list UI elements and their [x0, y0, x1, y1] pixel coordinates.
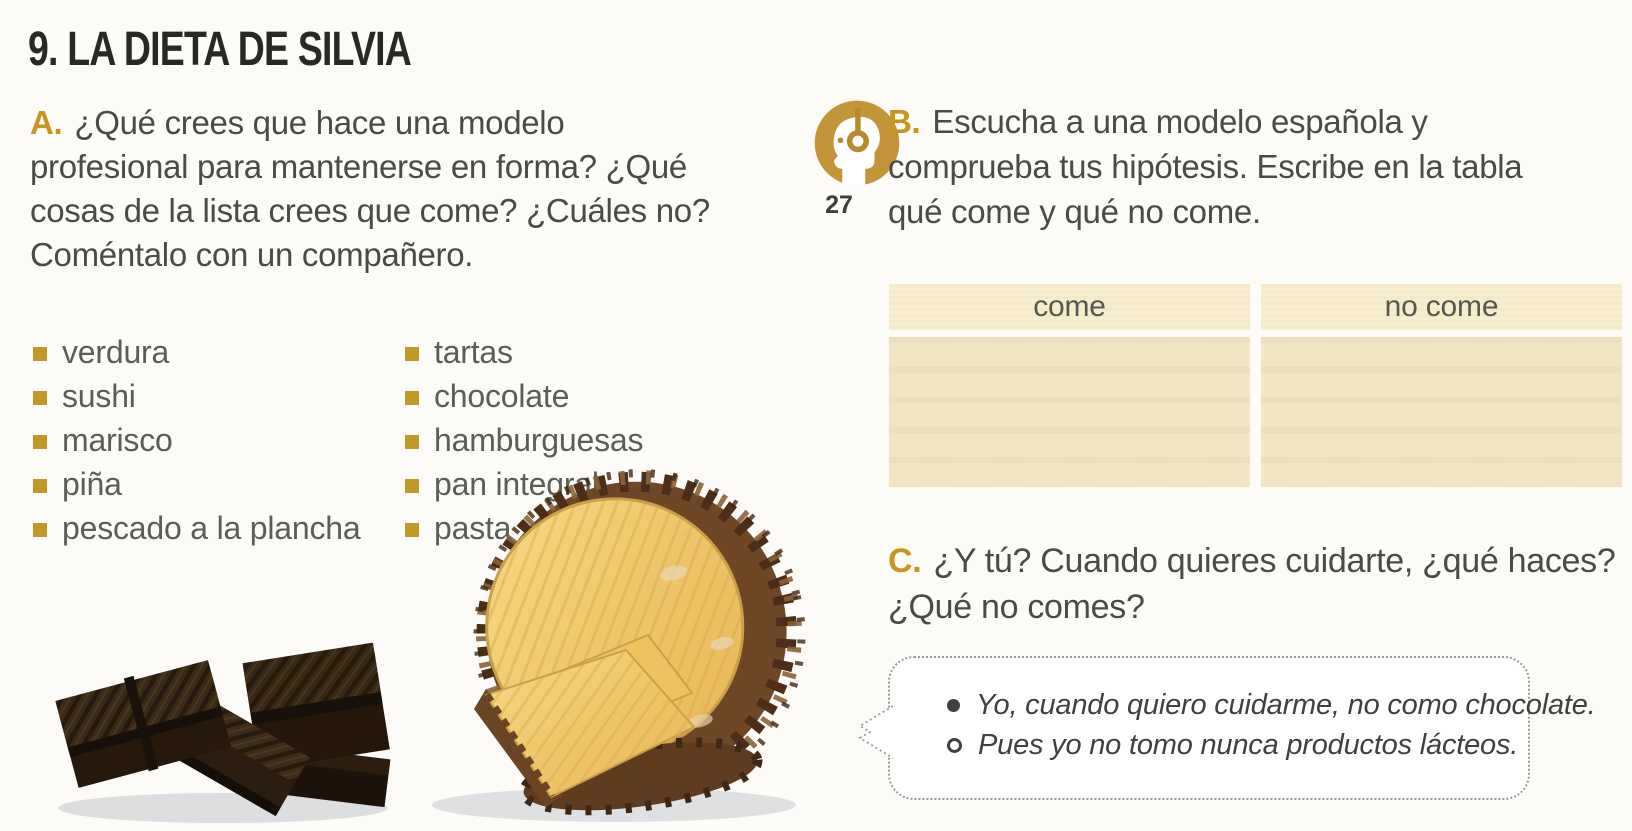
food-label: chocolate — [434, 377, 570, 414]
bubble-line — [947, 725, 1519, 765]
table-header-come: come — [889, 284, 1250, 330]
food-label: sushi — [62, 377, 136, 414]
bubble-text: Yo, cuando quiero cuidarme, no como chocolate. — [976, 688, 1596, 721]
section-a-label: A. — [30, 104, 63, 141]
section-b-line: qué come y qué no come. — [888, 193, 1261, 230]
square-bullet-icon — [405, 391, 419, 405]
section-c-label: C. — [888, 542, 922, 580]
section-b-line: comprueba tus hipótesis. Escribe en la tabla — [888, 148, 1523, 185]
list-item — [33, 418, 360, 462]
section-b-line: Escucha a una modelo española y — [932, 103, 1428, 140]
list-item — [33, 374, 360, 418]
food-list-column-1 — [33, 330, 360, 550]
food-label: piña — [62, 465, 122, 502]
section-c — [888, 538, 1615, 630]
list-item — [405, 330, 643, 374]
food-label: pasta — [434, 509, 512, 546]
speech-bubble-tail-icon — [850, 704, 894, 760]
table-column-come — [889, 284, 1250, 487]
table-cell-nocome — [1261, 337, 1622, 487]
square-bullet-icon — [33, 523, 47, 537]
table-cell-come — [889, 337, 1250, 487]
bubble-text: Pues yo no tomo nunca productos lácteos. — [978, 728, 1519, 761]
chocolate-pieces-photo — [38, 610, 404, 828]
section-c-line: ¿Y tú? Cuando quieres cuidarte, ¿qué haces? — [933, 542, 1616, 580]
bubble-line — [947, 685, 1596, 725]
section-a-line: profesional para mantenerse en forma? ¿Qué — [30, 148, 687, 185]
page-title: 9. LA DIETA DE SILVIA — [28, 23, 412, 76]
audio-track-number: 27 — [825, 191, 853, 219]
table-column-nocome — [1261, 284, 1622, 487]
square-bullet-icon — [405, 435, 419, 449]
section-a-line: Coméntalo con un compañero. — [30, 236, 474, 273]
section-a-line: cosas de la lista crees que come? ¿Cuáles no? — [30, 192, 710, 229]
square-bullet-icon — [33, 391, 47, 405]
square-bullet-icon — [33, 435, 47, 449]
bullet-filled-icon — [947, 699, 960, 712]
square-bullet-icon — [405, 347, 419, 361]
section-a-line: ¿Qué crees que hace una modelo — [74, 104, 565, 141]
section-c-line: ¿Qué no comes? — [888, 588, 1145, 626]
table-header-nocome: no come — [1261, 284, 1622, 330]
list-item — [405, 374, 643, 418]
food-label: tartas — [434, 333, 513, 370]
list-item — [33, 330, 360, 374]
food-label: pescado a la plancha — [62, 509, 361, 546]
section-b-label: B. — [888, 103, 921, 140]
example-speech-bubble — [888, 656, 1596, 800]
section-a — [30, 101, 710, 277]
square-bullet-icon — [33, 347, 47, 361]
cut-pineapple-photo — [386, 465, 806, 831]
food-label: hamburguesas — [434, 421, 644, 458]
come-nocome-table — [889, 284, 1622, 487]
food-label: verdura — [62, 333, 170, 370]
section-b — [888, 99, 1522, 234]
food-label: pan integral — [434, 465, 599, 502]
list-item — [33, 506, 360, 550]
bullet-open-icon — [947, 738, 962, 753]
square-bullet-icon — [33, 479, 47, 493]
list-item — [33, 462, 360, 506]
food-label: marisco — [62, 421, 173, 458]
list-item — [405, 418, 643, 462]
